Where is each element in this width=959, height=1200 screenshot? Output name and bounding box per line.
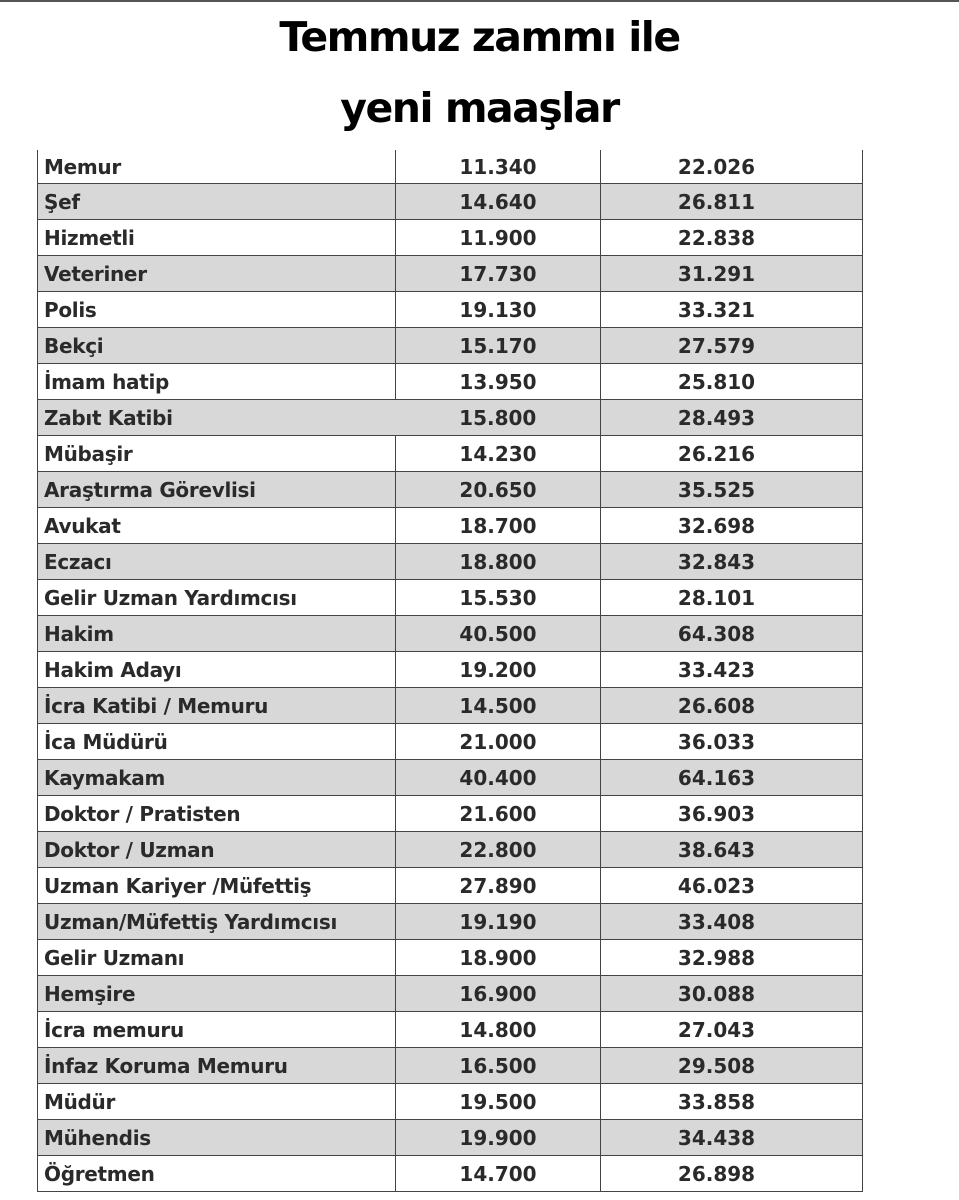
table-row xyxy=(38,1156,863,1192)
job-title-cell: Şef xyxy=(38,184,396,220)
old-salary-cell: 18.700 xyxy=(396,508,601,544)
salary-table xyxy=(37,150,863,1192)
old-salary-cell: 19.130 xyxy=(396,292,601,328)
new-salary-cell: 33.423 xyxy=(601,652,863,688)
job-title-cell: İnfaz Koruma Memuru xyxy=(38,1048,396,1084)
new-salary-cell: 28.101 xyxy=(601,580,863,616)
table-row xyxy=(38,1120,863,1156)
new-salary-cell: 26.811 xyxy=(601,184,863,220)
new-salary-cell: 27.579 xyxy=(601,328,863,364)
table-row xyxy=(38,364,863,400)
table-row xyxy=(38,1048,863,1084)
table-row xyxy=(38,400,863,436)
new-salary-cell: 31.291 xyxy=(601,256,863,292)
job-title-cell: Gelir Uzmanı xyxy=(38,940,396,976)
table-row xyxy=(38,544,863,580)
table-row xyxy=(38,184,863,220)
old-salary-cell: 14.700 xyxy=(396,1156,601,1192)
table-row xyxy=(38,904,863,940)
job-title-cell: Mübaşir xyxy=(38,436,396,472)
new-salary-cell: 33.321 xyxy=(601,292,863,328)
table-row xyxy=(38,220,863,256)
old-salary-cell: 21.000 xyxy=(396,724,601,760)
new-salary-cell: 25.810 xyxy=(601,364,863,400)
old-salary-cell: 11.900 xyxy=(396,220,601,256)
table-row xyxy=(38,1012,863,1048)
old-salary-cell: 19.500 xyxy=(396,1084,601,1120)
new-salary-cell: 38.643 xyxy=(601,832,863,868)
table-row xyxy=(38,292,863,328)
old-salary-cell: 22.800 xyxy=(396,832,601,868)
old-salary-cell: 13.950 xyxy=(396,364,601,400)
job-title-cell: Veteriner xyxy=(38,256,396,292)
new-salary-cell: 34.438 xyxy=(601,1120,863,1156)
top-border xyxy=(0,0,959,2)
new-salary-cell: 36.033 xyxy=(601,724,863,760)
old-salary-cell: 40.400 xyxy=(396,760,601,796)
salary-table-body xyxy=(38,150,863,1192)
new-salary-cell: 46.023 xyxy=(601,868,863,904)
job-title-cell: Uzman Kariyer /Müfettiş xyxy=(38,868,396,904)
old-salary-cell: 15.530 xyxy=(396,580,601,616)
table-row xyxy=(38,868,863,904)
page-title-line-2: yeni maaşlar xyxy=(340,84,619,132)
table-row xyxy=(38,436,863,472)
old-salary-cell: 14.230 xyxy=(396,436,601,472)
table-row xyxy=(38,328,863,364)
job-title-cell: Doktor / Pratisten xyxy=(38,796,396,832)
job-title-cell: Öğretmen xyxy=(38,1156,396,1192)
old-salary-cell: 14.500 xyxy=(396,688,601,724)
new-salary-cell: 29.508 xyxy=(601,1048,863,1084)
old-salary-cell: 21.600 xyxy=(396,796,601,832)
job-title-cell: Hemşire xyxy=(38,976,396,1012)
old-salary-cell: 20.650 xyxy=(396,472,601,508)
new-salary-cell: 33.408 xyxy=(601,904,863,940)
job-title-cell: Hakim xyxy=(38,616,396,652)
job-title-cell: Müdür xyxy=(38,1084,396,1120)
job-title-cell: İcra memuru xyxy=(38,1012,396,1048)
job-title-cell: Gelir Uzman Yardımcısı xyxy=(38,580,396,616)
new-salary-cell: 22.838 xyxy=(601,220,863,256)
new-salary-cell: 30.088 xyxy=(601,976,863,1012)
job-title-cell: İcra Katibi / Memuru xyxy=(38,688,396,724)
table-row xyxy=(38,256,863,292)
table-row xyxy=(38,150,863,184)
table-row xyxy=(38,760,863,796)
new-salary-cell: 35.525 xyxy=(601,472,863,508)
table-row xyxy=(38,472,863,508)
table-row xyxy=(38,652,863,688)
old-salary-cell: 18.800 xyxy=(396,544,601,580)
old-salary-cell: 11.340 xyxy=(396,150,601,184)
table-row xyxy=(38,616,863,652)
old-salary-cell: 17.730 xyxy=(396,256,601,292)
table-row xyxy=(38,796,863,832)
job-title-cell: Doktor / Uzman xyxy=(38,832,396,868)
table-row xyxy=(38,976,863,1012)
job-title-cell: Uzman/Müfettiş Yardımcısı xyxy=(38,904,396,940)
new-salary-cell: 32.843 xyxy=(601,544,863,580)
table-row xyxy=(38,580,863,616)
old-salary-cell: 16.500 xyxy=(396,1048,601,1084)
job-title-cell: Hizmetli xyxy=(38,220,396,256)
old-salary-cell: 14.800 xyxy=(396,1012,601,1048)
old-salary-cell: 15.170 xyxy=(396,328,601,364)
job-title-cell: Mühendis xyxy=(38,1120,396,1156)
job-title-cell: İca Müdürü xyxy=(38,724,396,760)
job-title-cell: Eczacı xyxy=(38,544,396,580)
job-title-cell: Memur xyxy=(38,150,396,184)
job-title-cell: Zabıt Katibi xyxy=(38,400,396,436)
new-salary-cell: 26.216 xyxy=(601,436,863,472)
table-row xyxy=(38,508,863,544)
job-title-cell: İmam hatip xyxy=(38,364,396,400)
new-salary-cell: 32.698 xyxy=(601,508,863,544)
job-title-cell: Bekçi xyxy=(38,328,396,364)
old-salary-cell: 16.900 xyxy=(396,976,601,1012)
new-salary-cell: 32.988 xyxy=(601,940,863,976)
job-title-cell: Araştırma Görevlisi xyxy=(38,472,396,508)
job-title-cell: Kaymakam xyxy=(38,760,396,796)
old-salary-cell: 14.640 xyxy=(396,184,601,220)
old-salary-cell: 19.190 xyxy=(396,904,601,940)
job-title-cell: Avukat xyxy=(38,508,396,544)
old-salary-cell: 19.200 xyxy=(396,652,601,688)
old-salary-cell: 18.900 xyxy=(396,940,601,976)
old-salary-cell: 19.900 xyxy=(396,1120,601,1156)
table-row xyxy=(38,832,863,868)
old-salary-cell: 27.890 xyxy=(396,868,601,904)
new-salary-cell: 36.903 xyxy=(601,796,863,832)
new-salary-cell: 33.858 xyxy=(601,1084,863,1120)
table-row xyxy=(38,1084,863,1120)
job-title-cell: Polis xyxy=(38,292,396,328)
new-salary-cell: 28.493 xyxy=(601,400,863,436)
old-salary-cell: 15.800 xyxy=(396,400,601,436)
page-title-line-1: Temmuz zammı ile xyxy=(279,13,680,61)
new-salary-cell: 64.308 xyxy=(601,616,863,652)
new-salary-cell: 64.163 xyxy=(601,760,863,796)
old-salary-cell: 40.500 xyxy=(396,616,601,652)
new-salary-cell: 27.043 xyxy=(601,1012,863,1048)
table-row xyxy=(38,688,863,724)
new-salary-cell: 26.608 xyxy=(601,688,863,724)
job-title-cell: Hakim Adayı xyxy=(38,652,396,688)
new-salary-cell: 26.898 xyxy=(601,1156,863,1192)
table-row xyxy=(38,724,863,760)
new-salary-cell: 22.026 xyxy=(601,150,863,184)
table-row xyxy=(38,940,863,976)
